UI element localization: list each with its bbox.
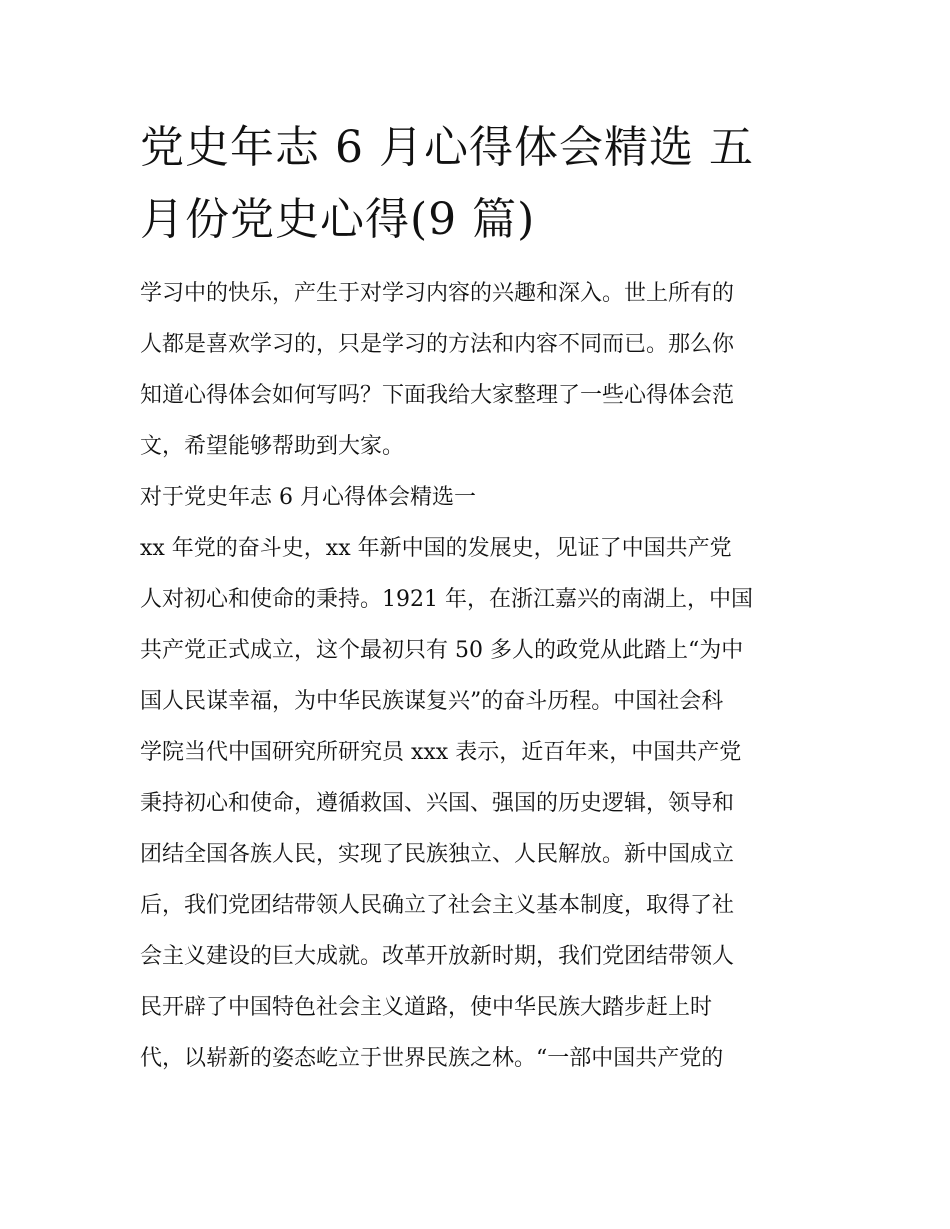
body-line: 民开辟了中国特色社会主义道路，使中华民族大踏步赶上时 (140, 995, 713, 1020)
body-line: xx 年党的奋斗史，xx 年新中国的发展史，见证了中国共产党 (140, 536, 732, 561)
intro-line: 知道心得体会如何写吗？下面我给大家整理了一些心得体会范 (140, 383, 735, 408)
section-heading: 对于党史年志 6 月心得体会精选一 (140, 485, 476, 510)
title-line-2: 月份党史心得(9 篇) (140, 194, 536, 245)
body-line: 会主义建设的巨大成就。改革开放新时期，我们党团结带领人 (140, 944, 735, 969)
body-line: 人对初心和使命的秉持。1921 年，在浙江嘉兴的南湖上，中国 (140, 587, 753, 612)
intro-line: 人都是喜欢学习的，只是学习的方法和内容不同而已。那么你 (140, 332, 735, 357)
body-line: 国人民谋幸福，为中华民族谋复兴”的奋斗历程。中国社会科 (140, 689, 724, 714)
document-title (140, 112, 820, 256)
body-line: 秉持初心和使命，遵循救国、兴国、强国的历史逻辑，领导和 (140, 791, 735, 816)
document-page (140, 112, 820, 1084)
body-line: 团结全国各族人民，实现了民族独立、人民解放。新中国成立 (140, 842, 735, 867)
body-line: 共产党正式成立，这个最初只有 50 多人的政党从此踏上“为中 (140, 638, 744, 663)
body-line: 代，以崭新的姿态屹立于世界民族之林。“一部中国共产党的 (140, 1046, 724, 1071)
body-paragraph (140, 523, 820, 1084)
intro-paragraph (140, 268, 820, 472)
intro-line: 文，希望能够帮助到大家。 (140, 434, 405, 459)
body-line: 后，我们党团结带领人民确立了社会主义基本制度，取得了社 (140, 893, 735, 918)
body-line: 学院当代中国研究所研究员 xxx 表示，近百年来，中国共产党 (140, 740, 742, 765)
intro-line: 学习中的快乐，产生于对学习内容的兴趣和深入。世上所有的 (140, 281, 735, 306)
title-line-1: 党史年志 6 月心得体会精选 五 (140, 122, 754, 173)
